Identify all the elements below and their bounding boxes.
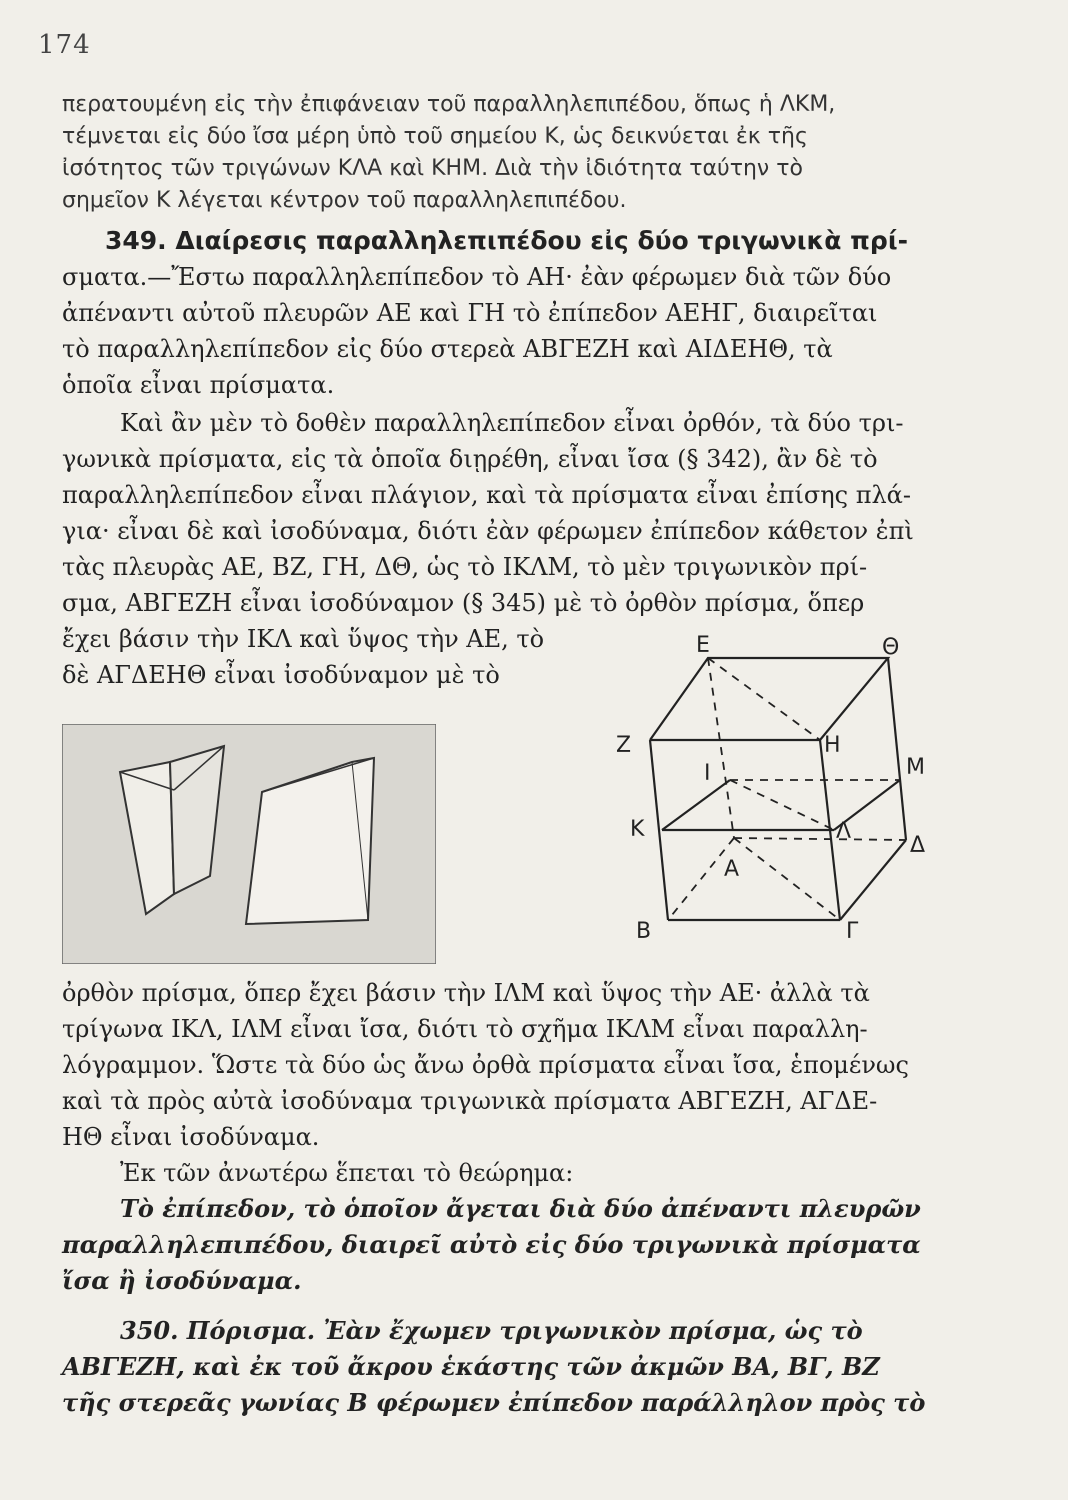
label-K: Κ [630,817,645,842]
page-number: 174 [38,30,91,60]
label-A: Α [724,857,740,882]
text-line: σματα.—Ἔστω παραλληλεπίπεδον τὸ ΑΗ· ἐὰν φέρωμεν διὰ τῶν δύο [62,263,892,291]
label-H: Η [824,733,841,758]
label-Theta: Θ [882,635,900,660]
label-I: Ι [704,761,711,786]
text-line: τὸ παραλληλεπίπεδον εἰς δύο στερεὰ ΑΒΓΕΖΗ καὶ ΑΙΔΕΗΘ, τὰ [62,335,833,363]
label-Delta: Δ [910,833,926,858]
label-B: Β [636,919,652,944]
text-line: ἰσότητος τῶν τριγώνων ΚΛΑ καὶ ΚΗΜ. Διὰ τὴν ἰδιότητα ταύτην τὸ [62,156,803,181]
text-line: ὁποῖα εἶναι πρίσματα. [62,371,335,399]
text-line: Ἐκ τῶν ἀνωτέρω ἕπεται τὸ θεώρημα: [120,1159,574,1187]
corollary-350: 350. Πόρισμα. Ἐὰν ἔχωμεν τριγωνικὸν πρίσμα, ὡς τὸ [120,1316,863,1345]
theorem-text: Τὸ ἐπίπεδον, τὸ ὁποῖον ἄγεται διὰ δύο ἀπέναντι πλευρῶν [120,1194,921,1223]
label-E: Ε [696,633,710,658]
text-line: ἔχει βάσιν τὴν ΙΚΛ καὶ ὕψος τὴν ΑΕ, τὸ [62,625,545,653]
text-line: ἀπέναντι αὐτοῦ πλευρῶν ΑΕ καὶ ΓΗ τὸ ἐπίπεδον ΑΕΗΓ, διαιρεῖται [62,299,878,327]
text-line: τῆς στερεᾶς γωνίας Β φέρωμεν ἐπίπεδον παράλληλον πρὸς τὸ [62,1388,926,1417]
text-line: σμα, ΑΒΓΕΖΗ εἶναι ἰσοδύναμον (§ 345) μὲ τὸ ὀρθὸν πρίσμα, ὅπερ [62,589,865,617]
label-Z: Ζ [616,733,632,758]
theorem-text: παραλληλεπιπέδου, διαιρεῖ αὐτὸ εἰς δύο τριγωνικὰ πρίσματα [62,1230,921,1259]
text-line: παραλληλεπίπεδον εἶναι πλάγιον, καὶ τὰ πρίσματα εἶναι ἐπίσης πλά- [62,481,911,509]
text-line: τρίγωνα ΙΚΛ, ΙΛΜ εἶναι ἴσα, διότι τὸ σχῆμα ΙΚΛΜ εἶναι παραλλη- [62,1015,868,1043]
text-line: ὀρθὸν πρίσμα, ὅπερ ἔχει βάσιν τὴν ΙΛΜ καὶ ὕψος τὴν ΑΕ· ἀλλὰ τὰ [62,979,870,1007]
text-line: γωνικὰ πρίσματα, εἰς τὰ ὁποῖα διῃρέθη, εἶναι ἴσα (§ 342), ἂν δὲ τὸ [62,445,878,473]
text-line: σημεῖον Κ λέγεται κέντρον τοῦ παραλληλεπιπέδου. [62,188,627,213]
theorem-text: ἴσα ἢ ἰσοδύναμα. [62,1266,302,1295]
text-line: τὰς πλευρὰς ΑΕ, ΒΖ, ΓΗ, ΔΘ, ὡς τὸ ΙΚΛΜ, τὸ μὲν τριγωνικὸν πρί- [62,553,868,581]
text-line: τέμνεται εἰς δύο ἴσα μέρη ὑπὸ τοῦ σημείου Κ, ὡς δεικνύεται ἐκ τῆς [62,124,808,149]
label-M: Μ [906,755,925,780]
text-line: για· εἶναι δὲ καὶ ἰσοδύναμα, διότι ἐὰν φέρωμεν ἐπίπεδον κάθετον ἐπὶ [62,517,914,545]
parallelepiped-diagram [610,630,950,950]
prism-photo-figure [62,724,436,964]
text-line: καὶ τὰ πρὸς αὐτὰ ἰσοδύναμα τριγωνικὰ πρίσματα ΑΒΓΕΖΗ, ΑΓΔΕ- [62,1087,878,1115]
section-heading-349: 349. Διαίρεσις παραλληλεπιπέδου εἰς δύο τριγωνικὰ πρί- [105,226,908,255]
text-line: ΑΒΓΕΖΗ, καὶ ἐκ τοῦ ἄκρου ἑκάστης τῶν ἀκμῶν ΒΑ, ΒΓ, ΒΖ [62,1352,880,1381]
text-line: δὲ ΑΓΔΕΗΘ εἶναι ἰσοδύναμον μὲ τὸ [62,661,500,689]
text-line: περατουμένη εἰς τὴν ἐπιφάνειαν τοῦ παραλληλεπιπέδου, ὅπως ἡ ΛΚΜ, [62,92,836,117]
text-line: ΗΘ εἶναι ἰσοδύναμα. [62,1123,320,1151]
text-line: Καὶ ἂν μὲν τὸ δοθὲν παραλληλεπίπεδον εἶναι ὀρθόν, τὰ δύο τρι- [120,409,904,437]
label-Gamma: Γ [846,919,859,944]
label-Lambda: Λ [836,819,852,844]
text-line: λόγραμμον. Ὥστε τὰ δύο ὡς ἄνω ὀρθὰ πρίσματα εἶναι ἴσα, ἑπομένως [62,1051,909,1079]
